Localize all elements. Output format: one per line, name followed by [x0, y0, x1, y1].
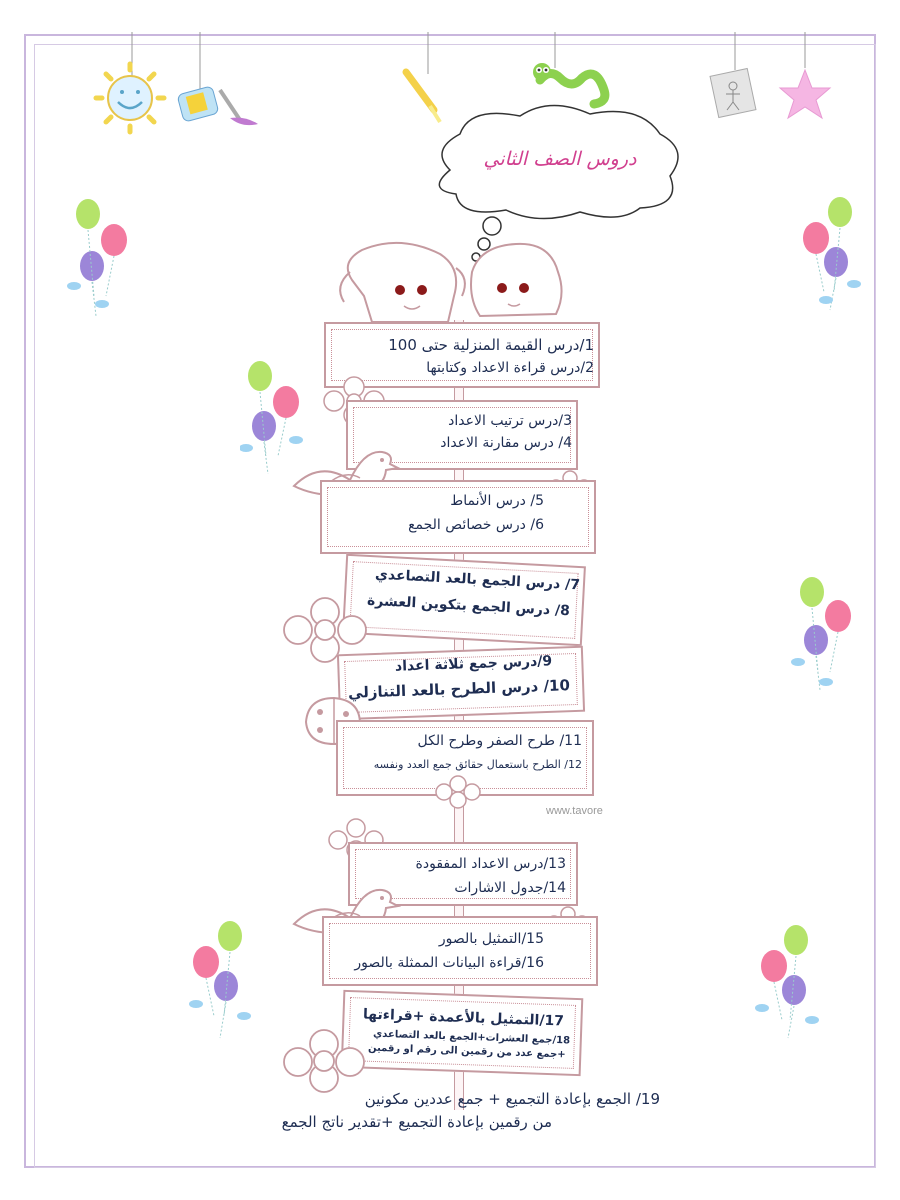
page-title: دروس الصف الثاني	[483, 148, 637, 170]
lesson-line: 13/درس الاعداد المفقودة	[415, 856, 566, 872]
lesson-line: 3/درس ترتيب الاعداد	[448, 413, 572, 429]
balloons-icon	[62, 196, 142, 324]
balloons-icon	[790, 196, 870, 316]
hanging-decorations-left	[80, 30, 270, 140]
lesson-line: 17/التمثيل بالأعمدة +قراءتها	[362, 1006, 565, 1030]
flower-icon	[282, 1028, 366, 1094]
balloons-icon	[186, 920, 266, 1044]
watermark: www.tavore	[546, 805, 603, 817]
lesson-line: 14/جدول الاشارات	[454, 880, 566, 896]
sun-icon	[96, 64, 164, 132]
lesson-line: 1/درس القيمة المنزلية حتى 100	[388, 336, 594, 354]
flower-icon	[428, 774, 488, 810]
lesson-line: 16/قراءة البيانات الممثلة بالصور	[354, 955, 544, 971]
lesson-line: 9/درس جمع ثلاثة اعداد	[394, 653, 553, 675]
star-icon	[780, 70, 830, 118]
lesson-line: 15/التمثيل بالصور	[438, 931, 544, 947]
kids-illustration	[330, 232, 590, 332]
balloons-icon	[752, 920, 832, 1044]
lesson-line: 18/جمع العشرات+الجمع بالعد التصاعدي	[372, 1028, 571, 1047]
lesson-line: 12/ الطرح باستعمال حقائق جمع العدد ونفسه	[373, 758, 582, 771]
paper-figure-icon	[710, 69, 756, 118]
lesson-line-bottom: 19/ الجمع بإعادة التجميع + جمع عددين مكونين	[364, 1090, 660, 1108]
lesson-line: 11/ طرح الصفر وطرح الكل	[417, 733, 582, 749]
lesson-line: 5/ درس الأنماط	[450, 493, 544, 509]
lesson-line: 10/ درس الطرح بالعد التنازلي	[347, 676, 571, 702]
balloons-icon	[786, 576, 866, 696]
paint-jar-icon	[177, 86, 258, 125]
snake-icon	[533, 63, 605, 104]
lesson-line: +جمع عدد من رقمين الى رقم او رقمين	[368, 1042, 567, 1061]
lesson-line-bottom: من رقمين بإعادة التجميع +تقدير ناتج الجمع	[281, 1113, 552, 1131]
lesson-line: 2/درس قراءة الاعداد وكتابتها	[426, 360, 594, 376]
lesson-line: 4/ درس مقارنة الاعداد	[440, 435, 572, 451]
lesson-line: 6/ درس خصائص الجمع	[408, 517, 544, 533]
lesson-line: 7/ درس الجمع بالعد التصاعدي	[374, 566, 581, 594]
lesson-sign	[322, 916, 598, 986]
lesson-line: 8/ درس الجمع بتكوين العشرة	[366, 592, 571, 620]
